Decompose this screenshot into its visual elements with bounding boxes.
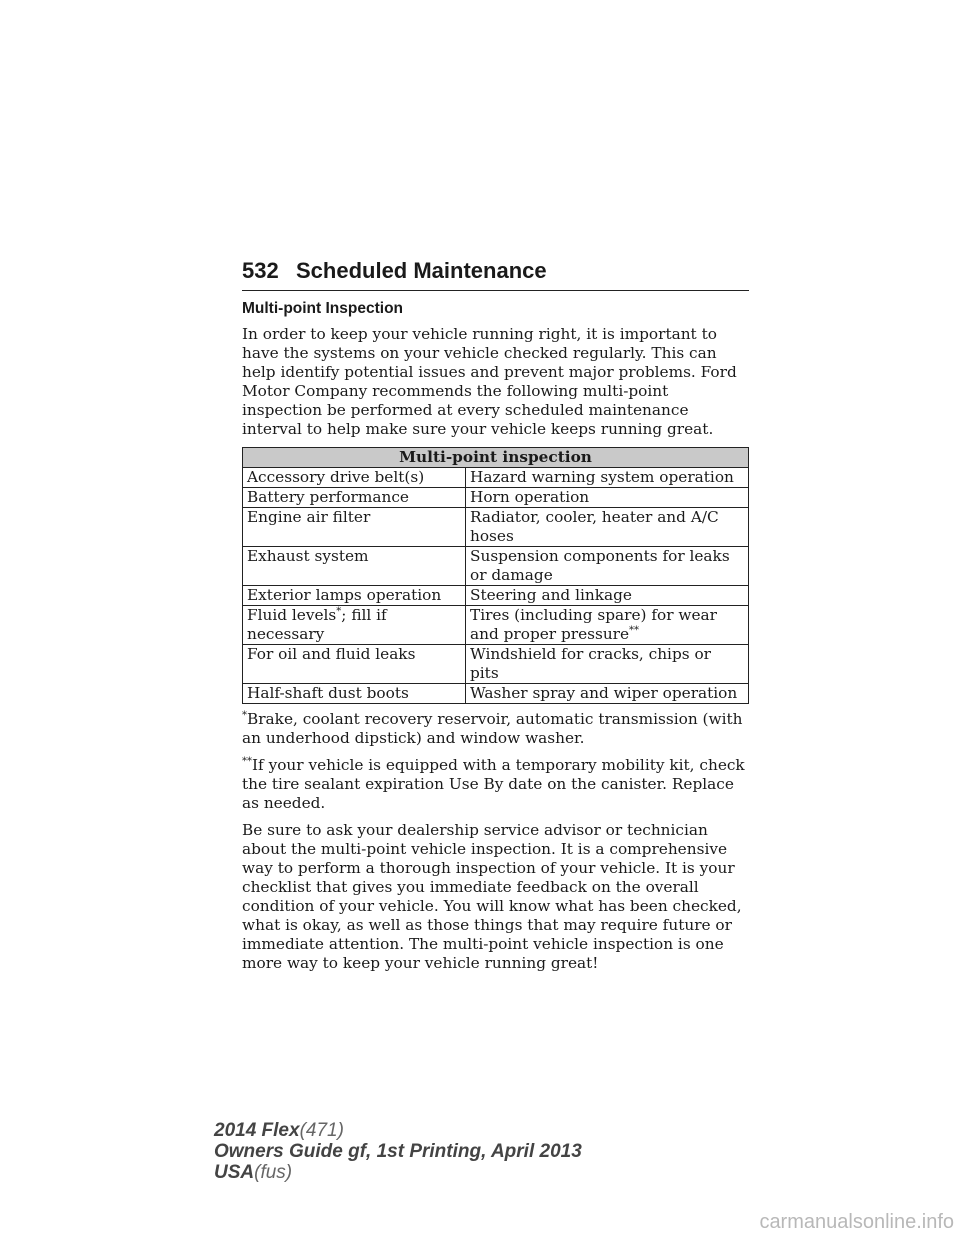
table-cell: Engine air filter (243, 508, 466, 547)
footer-market-code: (fus) (254, 1162, 293, 1183)
watermark: carmanualsonline.info (759, 1211, 954, 1233)
footer-model: 2014 Flex (214, 1120, 300, 1141)
table-cell: Radiator, cooler, heater and A/C hoses (466, 508, 749, 547)
page-number: 532 (242, 258, 279, 283)
footer-model-code: (471) (299, 1120, 344, 1141)
closing-paragraph: Be sure to ask your dealership service advisor or technician about the multi-point vehicle inspection. It is a comprehensive way to perform a thorough inspection of your vehicle. It is your checklist that gives you immediate feedback on the overall condition of your vehicle. You will know what has been checked, what is okay, as well as those things that may require future or immediate attention. The multi-point vehicle inspection is one more way to keep your vehicle running great! (242, 821, 742, 972)
table-cell: Steering and linkage (466, 586, 749, 606)
table-row (243, 684, 749, 704)
table-cell (243, 606, 466, 645)
table-cell: Half-shaft dust boots (243, 684, 466, 704)
table-cell: Horn operation (466, 488, 749, 508)
footer-line-2: Owners Guide gf, 1st Printing, April 2013 (214, 1141, 582, 1162)
table-cell: Hazard warning system operation (466, 468, 749, 488)
table-row (243, 508, 749, 547)
table-cell: For oil and fluid leaks (243, 645, 466, 684)
table-cell (466, 606, 749, 645)
footnote-mark: * (242, 709, 247, 721)
table-row (243, 606, 749, 645)
table-cell: Suspension components for leaks or damage (466, 547, 749, 586)
footnote-text: If your vehicle is equipped with a temporary mobility kit, check the tire sealant expiration Use By date on the canister. Replace as needed. (242, 756, 745, 812)
table-cell: Exterior lamps operation (243, 586, 466, 606)
page-footer (214, 1120, 582, 1183)
table-title: Multi-point inspection (243, 448, 749, 468)
footnote-text: Brake, coolant recovery reservoir, automatic transmission (with an underhood dipstick) and window washer. (242, 710, 743, 747)
footer-line-1 (214, 1120, 582, 1141)
cell-text-suffix: ; fill if necessary (247, 606, 387, 643)
inspection-table (242, 447, 749, 704)
footer-market: USA (214, 1162, 255, 1183)
subheading: Multi-point Inspection (242, 300, 404, 317)
table-row (243, 645, 749, 684)
table-cell: Battery performance (243, 488, 466, 508)
section-title: Scheduled Maintenance (296, 258, 547, 283)
page-header (242, 256, 749, 291)
table-row (243, 586, 749, 606)
footnote-mark: * (336, 605, 342, 617)
page-content (242, 299, 749, 981)
table-cell: Exhaust system (243, 547, 466, 586)
table-row (243, 488, 749, 508)
intro-paragraph: In order to keep your vehicle running right, it is important to have the systems on your vehicle checked regularly. This can help identify potential issues and prevent major problems. Ford Motor Company recommends the following multi-point inspection be performed at every scheduled maintenance interval to help make sure your vehicle keeps running great. (242, 325, 737, 438)
cell-text: Fluid levels (247, 606, 337, 624)
table-cell: Windshield for cracks, chips or pits (466, 645, 749, 684)
table-row (243, 468, 749, 488)
footnote-2 (242, 756, 749, 813)
footnote-mark: ** (242, 755, 252, 767)
table-cell: Washer spray and wiper operation (466, 684, 749, 704)
footer-line-3 (214, 1162, 582, 1183)
footnote-mark: ** (629, 624, 640, 636)
cell-text: Tires (including spare) for wear and proper pressure (470, 606, 717, 643)
table-row (243, 547, 749, 586)
footnote-1 (242, 710, 749, 748)
table-cell: Accessory drive belt(s) (243, 468, 466, 488)
